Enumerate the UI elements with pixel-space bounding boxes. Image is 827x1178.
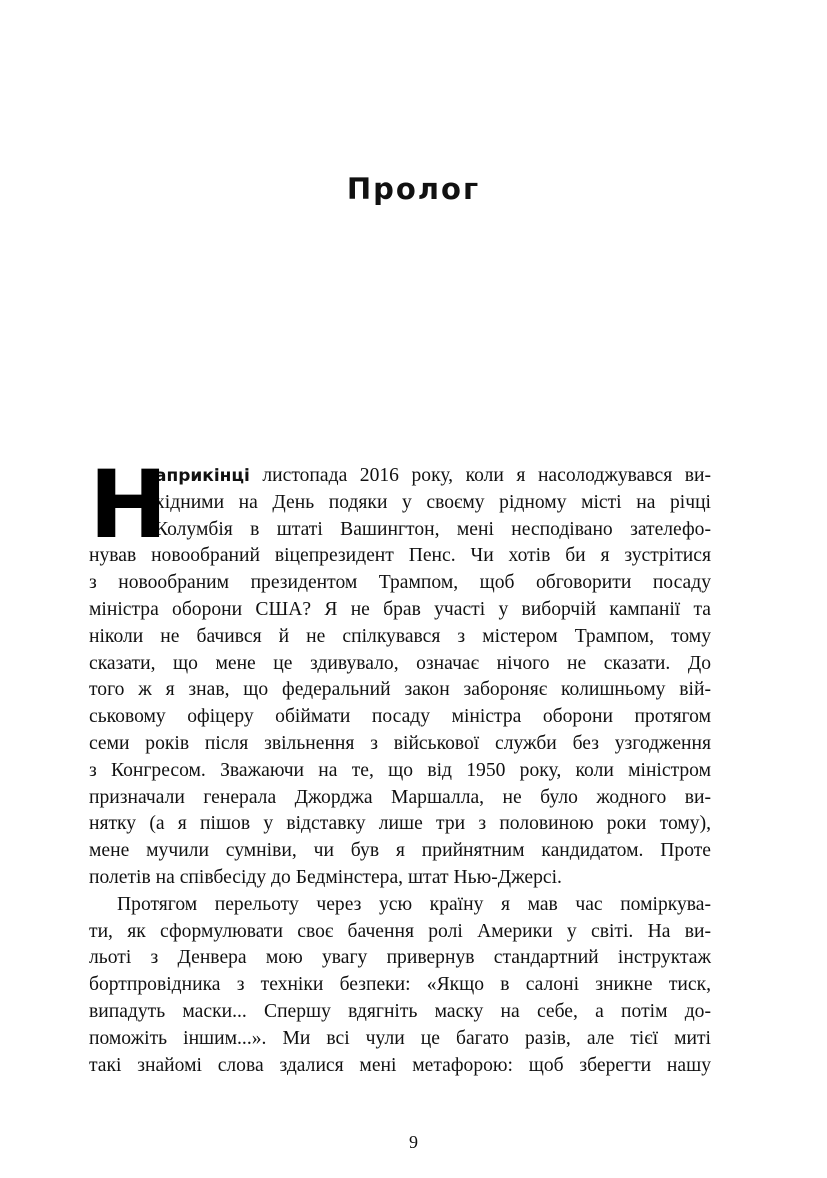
text-line: мене мучили сумніви, чи був я прийнятним кандидатом. Проте xyxy=(89,840,711,862)
text-line: з новообраним президентом Трампом, щоб обговорити посаду xyxy=(89,572,711,594)
text-line: семи років після звільнення з військової служби без узгодження xyxy=(89,732,711,754)
page-number: 9 xyxy=(409,1132,418,1152)
drop-cap: Н xyxy=(89,451,168,560)
text-line: Колумбія в штаті Вашингтон, мені несподівано зателефо- xyxy=(155,518,711,540)
text-line: нятку (а я пішов у відставку лише три з половиною роки тому), xyxy=(89,813,711,835)
text-line: нував новообраний віцепрезидент Пенс. Чи хотів би я зустрітися xyxy=(89,545,711,567)
body-text xyxy=(89,451,711,1079)
text-line: того ж я знав, що федеральний закон забороняє колишньому вій- xyxy=(89,679,711,701)
lead-word: априкінці xyxy=(155,466,250,486)
text-line: з Конгресом. Зважаючи на те, що від 1950 року, коли міністром xyxy=(89,759,711,781)
text-line: міністра оборони США? Я не брав участі у виборчій кампанії та xyxy=(89,598,711,620)
text-line: ськовому офіцеру обіймати посаду міністра оборони протягом xyxy=(89,706,711,728)
text-line: Протягом перельоту через усю країну я мав час поміркува- xyxy=(117,893,711,915)
text-line: хідними на День подяки у своєму рідному місті на річці xyxy=(155,491,711,513)
text-line: такі знайомі слова здалися мені метафорою: щоб зберегти нашу xyxy=(89,1054,711,1076)
text-line: бортпровідника з техніки безпеки: «Якщо в салоні зникне тиск, xyxy=(89,974,711,996)
text-line: полетів на співбесіду до Бедмінстера, штат Нью-Джерсі. xyxy=(89,866,562,888)
line-text: листопада 2016 року, коли я насолоджувався ви- xyxy=(249,465,711,486)
text-line: ти, як сформулювати своє бачення ролі Америки у світі. На ви- xyxy=(89,920,711,942)
text-line: випадуть маски... Спершу вдягніть маску на себе, а потім до- xyxy=(89,1000,711,1022)
chapter-title: Пролог xyxy=(346,172,481,206)
text-line xyxy=(89,463,711,490)
text-line: ніколи не бачився й не спілкувався з містером Трампом, тому xyxy=(89,625,711,647)
text-line: поможіть іншим...». Ми всі чули це багато разів, але тієї миті xyxy=(89,1027,711,1049)
text-line: сказати, що мене це здивувало, означає нічого не сказати. До xyxy=(89,652,711,674)
text-line: льоті з Денвера мою увагу привернув стандартний інструктаж xyxy=(89,947,711,969)
text-line: призначали генерала Джорджа Маршалла, не було жодного ви- xyxy=(89,786,711,808)
